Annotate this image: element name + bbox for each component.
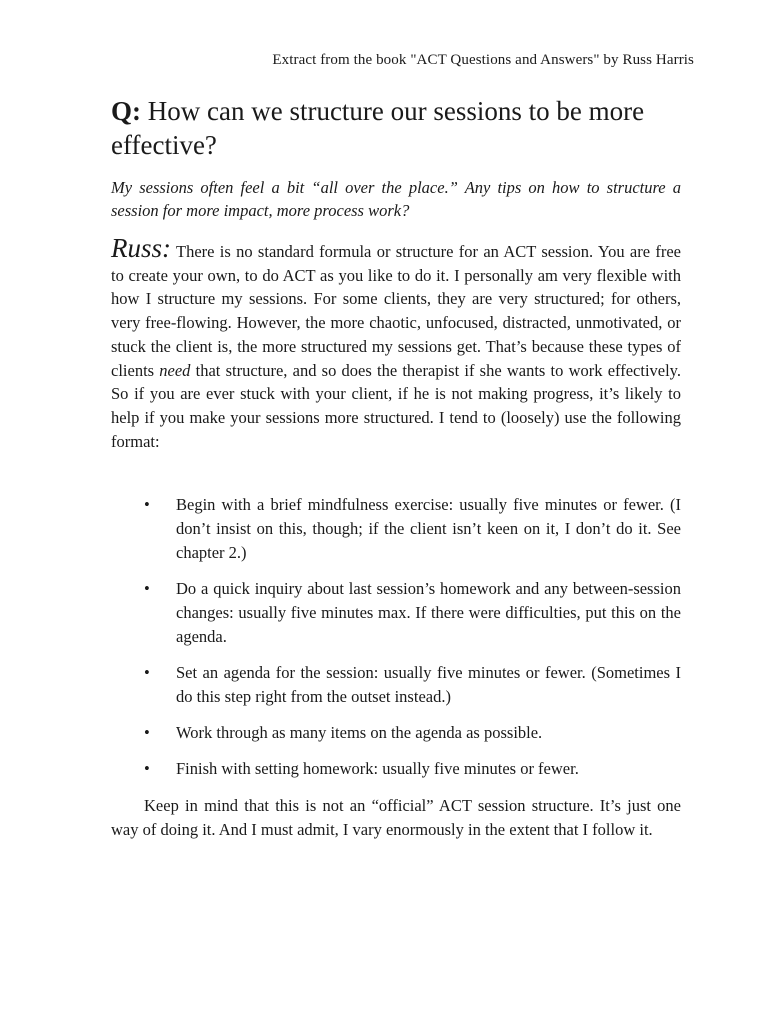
answer-text-part2: that structure, and so does the therapist if she wants to work effectively. So if you are ever stuck with your client, if he is not making progress, it’s likely to help if you make your sessions more structured. I tend to (loosely) use the following format: — [111, 360, 681, 451]
bullet-dot: • — [144, 759, 150, 778]
bullet-item — [111, 721, 681, 745]
bullet-item — [111, 493, 681, 565]
bullet-text: Set an agenda for the session: usually five minutes or fewer. (Sometimes I do this step right from the outset instead.) — [176, 663, 681, 706]
bullet-dot: • — [144, 663, 150, 682]
bullet-dot: • — [144, 723, 150, 742]
format-bullet-list — [111, 493, 681, 793]
bullet-item — [111, 661, 681, 709]
question-body: My sessions often feel a bit “all over the place.” Any tips on how to structure a session for more impact, more process work? — [111, 178, 681, 220]
answer-text-part1: There is no standard formula or structure for an ACT session. You are free to create your own, to do ACT as you like to do it. I personally am very flexible with how I structure my sessions. For some clients, they are very structured; for others, very free-flowing. However, the more chaotic, unfocused, distracted, unmotivated, or stuck the client is, the more structured my sessions get. That’s because these types of clients — [111, 242, 681, 380]
question-title — [111, 94, 671, 162]
source-header: Extract from the book "ACT Questions and Answers" by Russ Harris — [272, 52, 694, 68]
bullet-text: Do a quick inquiry about last session’s homework and any between-session changes: usually five minutes max. If there were difficulties, put this on the agenda. — [176, 579, 681, 646]
answer-paragraph — [111, 233, 681, 453]
bullet-dot: • — [144, 495, 150, 514]
question-title-text: How can we structure our sessions to be more effective? — [111, 96, 645, 160]
bullet-text: Work through as many items on the agenda as possible. — [176, 723, 543, 742]
bullet-text: Begin with a brief mindfulness exercise: usually five minutes or fewer. (I don’t insist on this, though; if the client isn’t keen on it, I don’t do it. See chapter 2.) — [176, 495, 681, 562]
closing-paragraph: Keep in mind that this is not an “official” ACT session structure. It’s just one way of doing it. And I must admit, I vary enormously in the extent that I follow it. — [111, 796, 681, 839]
bullet-text: Finish with setting homework: usually five minutes or fewer. — [176, 759, 579, 778]
bullet-item — [111, 757, 681, 781]
question-label: Q: — [111, 96, 141, 126]
answer-emphasis: need — [159, 360, 191, 380]
bullet-item — [111, 577, 681, 649]
answer-speaker: Russ: — [111, 233, 171, 263]
bullet-dot: • — [144, 579, 150, 598]
